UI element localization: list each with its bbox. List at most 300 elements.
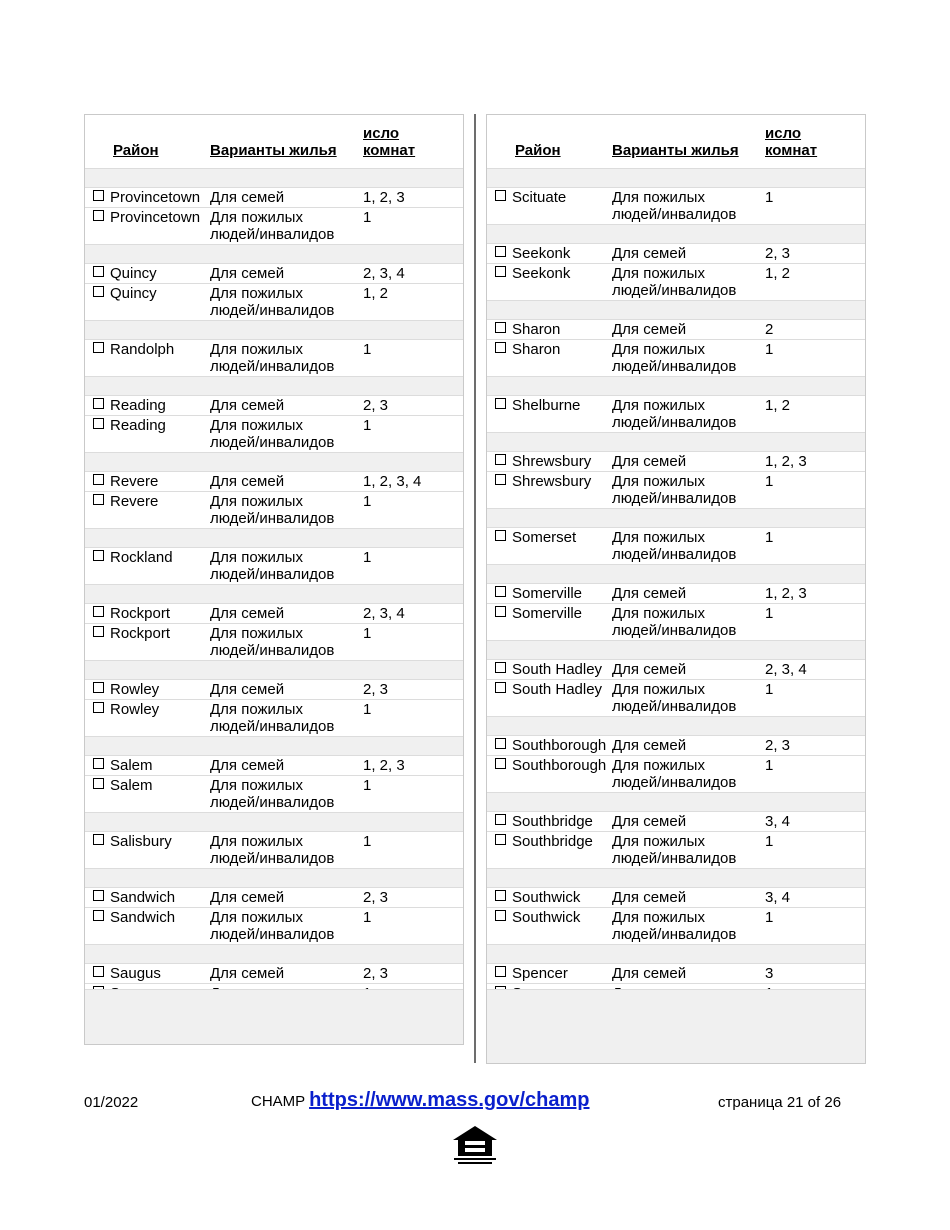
district-name: Reading (110, 417, 166, 434)
rooms-cell (363, 340, 463, 377)
checkbox[interactable] (495, 322, 506, 333)
rooms-cell (363, 208, 463, 245)
district-name: Rockport (110, 605, 171, 622)
table-row (487, 472, 865, 509)
rooms-cell (765, 340, 865, 377)
rooms-value: 2, 3, 4 (363, 605, 405, 622)
housing-type: Для пожилых (210, 549, 303, 566)
rooms-cell (765, 452, 865, 472)
table-header (487, 115, 865, 169)
housing-type-cell (612, 340, 765, 377)
district-cell (487, 964, 612, 984)
spacer-cell (487, 509, 865, 528)
rooms-cell (765, 964, 865, 984)
spacer-cell (487, 169, 865, 188)
checkbox[interactable] (495, 530, 506, 541)
housing-type-line2: людей/инвалидов (612, 490, 737, 507)
group-spacer (85, 377, 463, 396)
district-name: Sharon (512, 341, 561, 358)
district-cell (487, 736, 612, 756)
checkbox[interactable] (495, 266, 506, 277)
right-empty-fill (487, 989, 865, 1063)
housing-type-cell (612, 320, 765, 340)
housing-type-line2: людей/инвалидов (612, 622, 737, 639)
district-name: Rowley (110, 681, 160, 698)
district-cell (85, 700, 210, 737)
table-row (85, 604, 463, 624)
spacer-cell (487, 301, 865, 320)
table-row (487, 264, 865, 301)
rooms-value: 1 (363, 909, 372, 926)
group-spacer (487, 509, 865, 528)
spacer-cell (85, 169, 463, 188)
district-cell (85, 908, 210, 945)
district-name: Somerset (512, 529, 577, 546)
table-row (487, 660, 865, 680)
housing-type-cell (612, 264, 765, 301)
table-row (85, 888, 463, 908)
header-rooms-line1: исло (363, 125, 400, 142)
housing-type-cell (210, 188, 363, 208)
checkbox[interactable] (495, 682, 506, 693)
housing-type-line2: людей/инвалидов (612, 698, 737, 715)
spacer-cell (85, 813, 463, 832)
checkbox[interactable] (495, 966, 506, 977)
rooms-value: 2, 3 (765, 737, 791, 754)
table-row (487, 756, 865, 793)
rooms-value: 1 (363, 417, 372, 434)
footer-center (251, 1089, 590, 1112)
housing-type-cell (612, 756, 765, 793)
district-name: Seekonk (512, 245, 571, 262)
table-row (487, 604, 865, 641)
housing-type: Для пожилых (210, 493, 303, 510)
district-name: Quincy (110, 285, 157, 302)
table-row (85, 284, 463, 321)
housing-type: Для пожилых (210, 701, 303, 718)
spacer-cell (85, 737, 463, 756)
checkbox[interactable] (93, 398, 104, 409)
spacer-cell (487, 433, 865, 452)
housing-type: Для семей (210, 473, 285, 490)
district-cell (487, 756, 612, 793)
checkbox[interactable] (93, 418, 104, 429)
housing-type-cell (612, 888, 765, 908)
checkbox[interactable] (495, 190, 506, 201)
housing-type: Для пожилых (210, 909, 303, 926)
checkbox[interactable] (495, 454, 506, 465)
rooms-cell (765, 188, 865, 225)
checkbox[interactable] (93, 266, 104, 277)
spacer-cell (487, 793, 865, 812)
district-cell (487, 832, 612, 869)
housing-type: Для пожилых (612, 757, 705, 774)
rooms-cell (765, 908, 865, 945)
checkbox[interactable] (495, 246, 506, 257)
housing-type: Для пожилых (210, 777, 303, 794)
housing-type: Для пожилых (612, 529, 705, 546)
housing-type: Для семей (612, 453, 687, 470)
footer-page-number: страница 21 of 26 (718, 1094, 842, 1111)
housing-type-line2: людей/инвалидов (210, 302, 335, 319)
rooms-cell (363, 888, 463, 908)
housing-type-cell (210, 396, 363, 416)
district-name: Revere (110, 473, 159, 490)
housing-type-cell (612, 452, 765, 472)
checkbox[interactable] (93, 210, 104, 221)
rooms-cell (765, 812, 865, 832)
district-name: Southwick (512, 909, 581, 926)
left-housing-table (85, 115, 463, 1021)
group-spacer (85, 737, 463, 756)
district-cell (85, 416, 210, 453)
rooms-cell (765, 396, 865, 433)
rooms-cell (363, 396, 463, 416)
district-name: Southbridge (512, 813, 593, 830)
spacer-cell (85, 245, 463, 264)
table-row (487, 340, 865, 377)
housing-type: Для пожилых (612, 909, 705, 926)
checkbox[interactable] (93, 758, 104, 769)
group-spacer (487, 565, 865, 584)
checkbox[interactable] (93, 778, 104, 789)
checkbox[interactable] (495, 738, 506, 749)
footer-date: 01/2022 (84, 1094, 139, 1111)
district-cell (85, 776, 210, 813)
checkbox[interactable] (495, 910, 506, 921)
rooms-cell (363, 756, 463, 776)
housing-type: Для пожилых (612, 397, 705, 414)
checkbox[interactable] (93, 550, 104, 561)
rooms-value: 2, 3 (363, 681, 389, 698)
checkbox[interactable] (495, 342, 506, 353)
rooms-value: 1, 2, 3, 4 (363, 473, 422, 490)
group-spacer (85, 869, 463, 888)
district-name: Rockport (110, 625, 171, 642)
table-row (85, 264, 463, 284)
housing-type-line2: людей/инвалидов (612, 282, 737, 299)
rooms-value: 1 (765, 833, 774, 850)
housing-type: Для семей (612, 965, 687, 982)
district-name: Southbridge (512, 833, 593, 850)
group-spacer (487, 377, 865, 396)
checkbox[interactable] (93, 474, 104, 485)
rooms-cell (363, 264, 463, 284)
housing-type-line2: людей/инвалидов (210, 510, 335, 527)
spacer-cell (85, 945, 463, 964)
group-spacer (85, 245, 463, 264)
rooms-value: 1, 2 (363, 285, 389, 302)
housing-type: Для пожилых (210, 833, 303, 850)
rooms-cell (363, 284, 463, 321)
housing-type: Для семей (210, 397, 285, 414)
housing-type: Для семей (612, 321, 687, 338)
district-name: Salisbury (110, 833, 172, 850)
district-cell (487, 888, 612, 908)
table-row (85, 680, 463, 700)
rooms-cell (363, 832, 463, 869)
district-name: Provincetown (110, 189, 201, 206)
district-name: Rowley (110, 701, 160, 718)
table-row (487, 452, 865, 472)
district-name: Reading (110, 397, 166, 414)
table-row (85, 548, 463, 585)
rooms-cell (363, 624, 463, 661)
district-cell (487, 660, 612, 680)
checkbox[interactable] (93, 890, 104, 901)
checkbox[interactable] (495, 834, 506, 845)
checkbox[interactable] (495, 814, 506, 825)
district-cell (487, 680, 612, 717)
district-cell (487, 812, 612, 832)
spacer-cell (85, 661, 463, 680)
checkbox[interactable] (495, 474, 506, 485)
rooms-value: 1 (765, 473, 774, 490)
housing-type-cell (210, 756, 363, 776)
housing-type-cell (210, 548, 363, 585)
header-district: Район (113, 142, 159, 159)
table-row (85, 700, 463, 737)
housing-type: Для семей (210, 757, 285, 774)
spacer-cell (85, 453, 463, 472)
table-row (487, 812, 865, 832)
housing-type: Для пожилых (210, 417, 303, 434)
housing-type: Для пожилых (612, 341, 705, 358)
housing-type-line2: людей/инвалидов (210, 850, 335, 867)
rooms-cell (765, 320, 865, 340)
checkbox[interactable] (93, 702, 104, 713)
rooms-cell (363, 548, 463, 585)
district-cell (487, 908, 612, 945)
table-row (487, 320, 865, 340)
district-name: Rockland (110, 549, 173, 566)
checkbox[interactable] (495, 606, 506, 617)
rooms-value: 2, 3 (363, 965, 389, 982)
rooms-cell (765, 604, 865, 641)
housing-type-cell (612, 908, 765, 945)
checkbox[interactable] (93, 910, 104, 921)
housing-type: Для семей (612, 813, 687, 830)
rooms-value: 2, 3 (363, 397, 389, 414)
district-cell (487, 528, 612, 565)
district-cell (85, 472, 210, 492)
housing-type-cell (612, 964, 765, 984)
champ-link[interactable]: https://www.mass.gov/champ (309, 1089, 590, 1111)
district-name: Southwick (512, 889, 581, 906)
header-rooms (363, 115, 463, 169)
table-row (85, 492, 463, 529)
checkbox[interactable] (93, 494, 104, 505)
rooms-value: 1 (765, 189, 774, 206)
rooms-value: 1 (765, 681, 774, 698)
housing-type-line2: людей/инвалидов (210, 926, 335, 943)
district-cell (487, 188, 612, 225)
housing-type: Для пожилых (612, 605, 705, 622)
table-header (85, 115, 463, 169)
district-name: Saugus (110, 965, 161, 982)
housing-type: Для семей (210, 889, 285, 906)
spacer-cell (487, 225, 865, 244)
housing-type-line2: людей/инвалидов (210, 566, 335, 583)
district-cell (487, 604, 612, 641)
checkbox[interactable] (495, 890, 506, 901)
housing-type: Для семей (612, 889, 687, 906)
housing-type-cell (612, 832, 765, 869)
district-name: Southborough (512, 757, 607, 774)
header-housing: Варианты жилья (612, 142, 739, 159)
district-name: Somerville (512, 585, 583, 602)
table-row (487, 888, 865, 908)
table-row (487, 584, 865, 604)
district-name: Seekonk (512, 265, 571, 282)
housing-type-cell (612, 604, 765, 641)
housing-type-cell (210, 492, 363, 529)
table-row (85, 756, 463, 776)
rooms-cell (765, 888, 865, 908)
checkbox[interactable] (93, 966, 104, 977)
housing-type-line2: людей/инвалидов (612, 546, 737, 563)
group-spacer (487, 717, 865, 736)
spacer-cell (85, 529, 463, 548)
housing-type: Для пожилых (612, 265, 705, 282)
housing-type-line2: людей/инвалидов (210, 794, 335, 811)
district-name: Quincy (110, 265, 157, 282)
checkbox[interactable] (495, 758, 506, 769)
housing-type: Для семей (210, 265, 285, 282)
district-cell (85, 284, 210, 321)
checkbox[interactable] (495, 586, 506, 597)
district-name: Salem (110, 757, 153, 774)
rooms-value: 3 (765, 965, 774, 982)
group-spacer (85, 585, 463, 604)
district-name: Shelburne (512, 397, 581, 414)
housing-type-cell (612, 660, 765, 680)
table-row (85, 776, 463, 813)
rooms-cell (765, 736, 865, 756)
table-row (487, 680, 865, 717)
district-name: Shrewsbury (512, 473, 592, 490)
checkbox[interactable] (495, 398, 506, 409)
district-name: Sandwich (110, 889, 176, 906)
housing-type-cell (612, 736, 765, 756)
district-cell (85, 548, 210, 585)
district-name: Sharon (512, 321, 561, 338)
housing-type-cell (210, 416, 363, 453)
table-row (487, 908, 865, 945)
rooms-cell (765, 244, 865, 264)
housing-type-cell (210, 624, 363, 661)
checkbox[interactable] (93, 626, 104, 637)
housing-type-cell (210, 208, 363, 245)
rooms-value: 2, 3 (765, 245, 791, 262)
table-row (85, 908, 463, 945)
group-spacer (85, 169, 463, 188)
rooms-cell (765, 472, 865, 509)
right-table-panel (486, 114, 866, 1064)
rooms-value: 1 (765, 909, 774, 926)
rooms-cell (765, 660, 865, 680)
table-row (85, 188, 463, 208)
right-housing-table (487, 115, 865, 1021)
table-row (487, 188, 865, 225)
rooms-cell (363, 416, 463, 453)
header-rooms-line2: комнат (363, 142, 416, 159)
district-name: Randolph (110, 341, 175, 358)
checkbox[interactable] (93, 342, 104, 353)
rooms-cell (765, 264, 865, 301)
checkbox[interactable] (93, 606, 104, 617)
housing-type-cell (210, 832, 363, 869)
housing-type: Для пожилых (210, 285, 303, 302)
district-cell (85, 492, 210, 529)
district-name: Salem (110, 777, 153, 794)
checkbox[interactable] (93, 834, 104, 845)
housing-type: Для семей (612, 245, 687, 262)
checkbox[interactable] (93, 286, 104, 297)
housing-type: Для семей (210, 681, 285, 698)
housing-type: Для семей (210, 189, 285, 206)
rooms-cell (363, 492, 463, 529)
housing-type: Для семей (612, 661, 687, 678)
rooms-value: 1 (363, 209, 372, 226)
housing-type-cell (210, 472, 363, 492)
checkbox[interactable] (93, 682, 104, 693)
spacer-cell (85, 321, 463, 340)
housing-type-line2: людей/инвалидов (612, 206, 737, 223)
group-spacer (487, 793, 865, 812)
rooms-value: 1 (765, 529, 774, 546)
housing-type: Для семей (612, 585, 687, 602)
rooms-value: 1, 2, 3 (363, 189, 405, 206)
rooms-value: 1, 2 (765, 265, 791, 282)
group-spacer (487, 169, 865, 188)
checkbox[interactable] (495, 662, 506, 673)
housing-type-cell (612, 244, 765, 264)
table-row (85, 832, 463, 869)
table-row (85, 964, 463, 984)
rooms-cell (363, 680, 463, 700)
district-cell (487, 244, 612, 264)
table-row (85, 624, 463, 661)
left-empty-fill (85, 989, 463, 1044)
rooms-cell (765, 528, 865, 565)
housing-type-line2: людей/инвалидов (612, 774, 737, 791)
checkbox[interactable] (93, 190, 104, 201)
housing-type: Для семей (210, 605, 285, 622)
rooms-cell (363, 472, 463, 492)
rooms-value: 1 (765, 757, 774, 774)
group-spacer (85, 661, 463, 680)
district-cell (487, 340, 612, 377)
district-cell (85, 624, 210, 661)
header-district: Район (515, 142, 561, 159)
group-spacer (487, 433, 865, 452)
spacer-cell (487, 945, 865, 964)
district-cell (85, 208, 210, 245)
rooms-value: 3, 4 (765, 813, 791, 830)
housing-type-line2: людей/инвалидов (612, 358, 737, 375)
right-table-body (487, 169, 865, 1021)
table-row (487, 736, 865, 756)
district-cell (487, 584, 612, 604)
rooms-cell (765, 680, 865, 717)
rooms-value: 1 (765, 605, 774, 622)
housing-type: Для пожилых (210, 341, 303, 358)
group-spacer (487, 225, 865, 244)
housing-type-cell (210, 284, 363, 321)
housing-type: Для семей (612, 737, 687, 754)
housing-type-cell (210, 604, 363, 624)
